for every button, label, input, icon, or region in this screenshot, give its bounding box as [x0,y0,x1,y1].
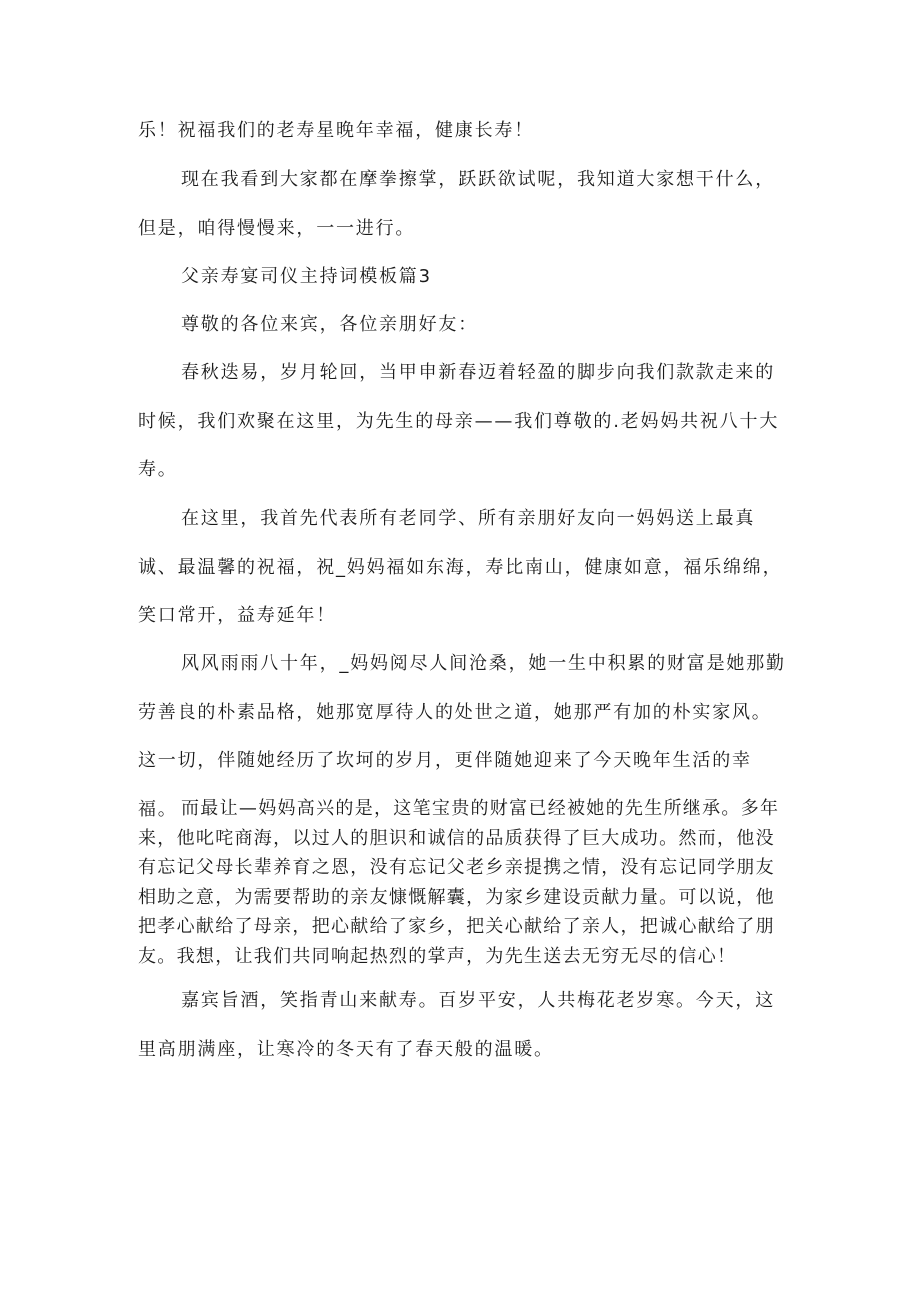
paragraph-eager-guests: 现在我看到大家都在摩拳擦掌，跃跃欲试呢，我知道大家想干什么，但是，咱得慢慢来，一一进行。 [138,169,775,239]
paragraph-son-success: 而最让—妈妈高兴的是，这笔宝贵的财富已经被她的先生所继承。多年来，他叱咤商海，以过人的胆识和诚信的品质获得了巨大成功。然而，他没有忘记父母长辈养育之恩，没有忘记父老乡亲提携之情，没有忘记同学朋友相助之意，为需要帮助的亲友慷慨解囊，为家乡建设贡献力量。可以说，他把孝心献给了母亲，把心献给了家乡，把关心献给了亲人，把诚心献给了朋友。我想，让我们共同响起热烈的掌声，为先生送去无穷无尽的信心！ [138,798,780,967]
paragraph-blessing-end: 乐！祝福我们的老寿星晚年幸福，健康长寿！ [138,120,534,141]
paragraph-wishes: 在这里，我首先代表所有老同学、所有亲朋好友向一妈妈送上最真诚、最温馨的祝福，祝_妈妈福如东海，寿比南山，健康如意，福乐绵绵，笑口常开，益寿延年！ [138,508,783,626]
paragraph-greeting: 尊敬的各位来宾，各位亲朋好友： [181,314,478,335]
paragraph-closing: 嘉宾旨酒，笑指青山来献寿。百岁平安，人共梅花老岁寒。今天，这里高朋满座，让寒冷的冬天有了春天般的温暖。 [138,990,775,1060]
section-heading: 父亲寿宴司仪主持词模板篇3 [181,266,432,287]
paragraph-opening: 春秋迭易，岁月轮回，当甲申新春迈着轻盈的脚步向我们款款走来的时候，我们欢聚在这里，为先生的母亲——我们尊敬的.老妈妈共祝八十大寿。 [138,362,780,480]
paragraph-eighty-years: 风风雨雨八十年，_妈妈阅尽人间沧桑，她一生中积累的财富是她那勤劳善良的朴素品格，她那宽厚待人的处世之道，她那严有加的朴实家风。这一切，伴随她经历了坎坷的岁月，更伴随她迎来了今天晚年生活的幸福。 [138,653,786,820]
